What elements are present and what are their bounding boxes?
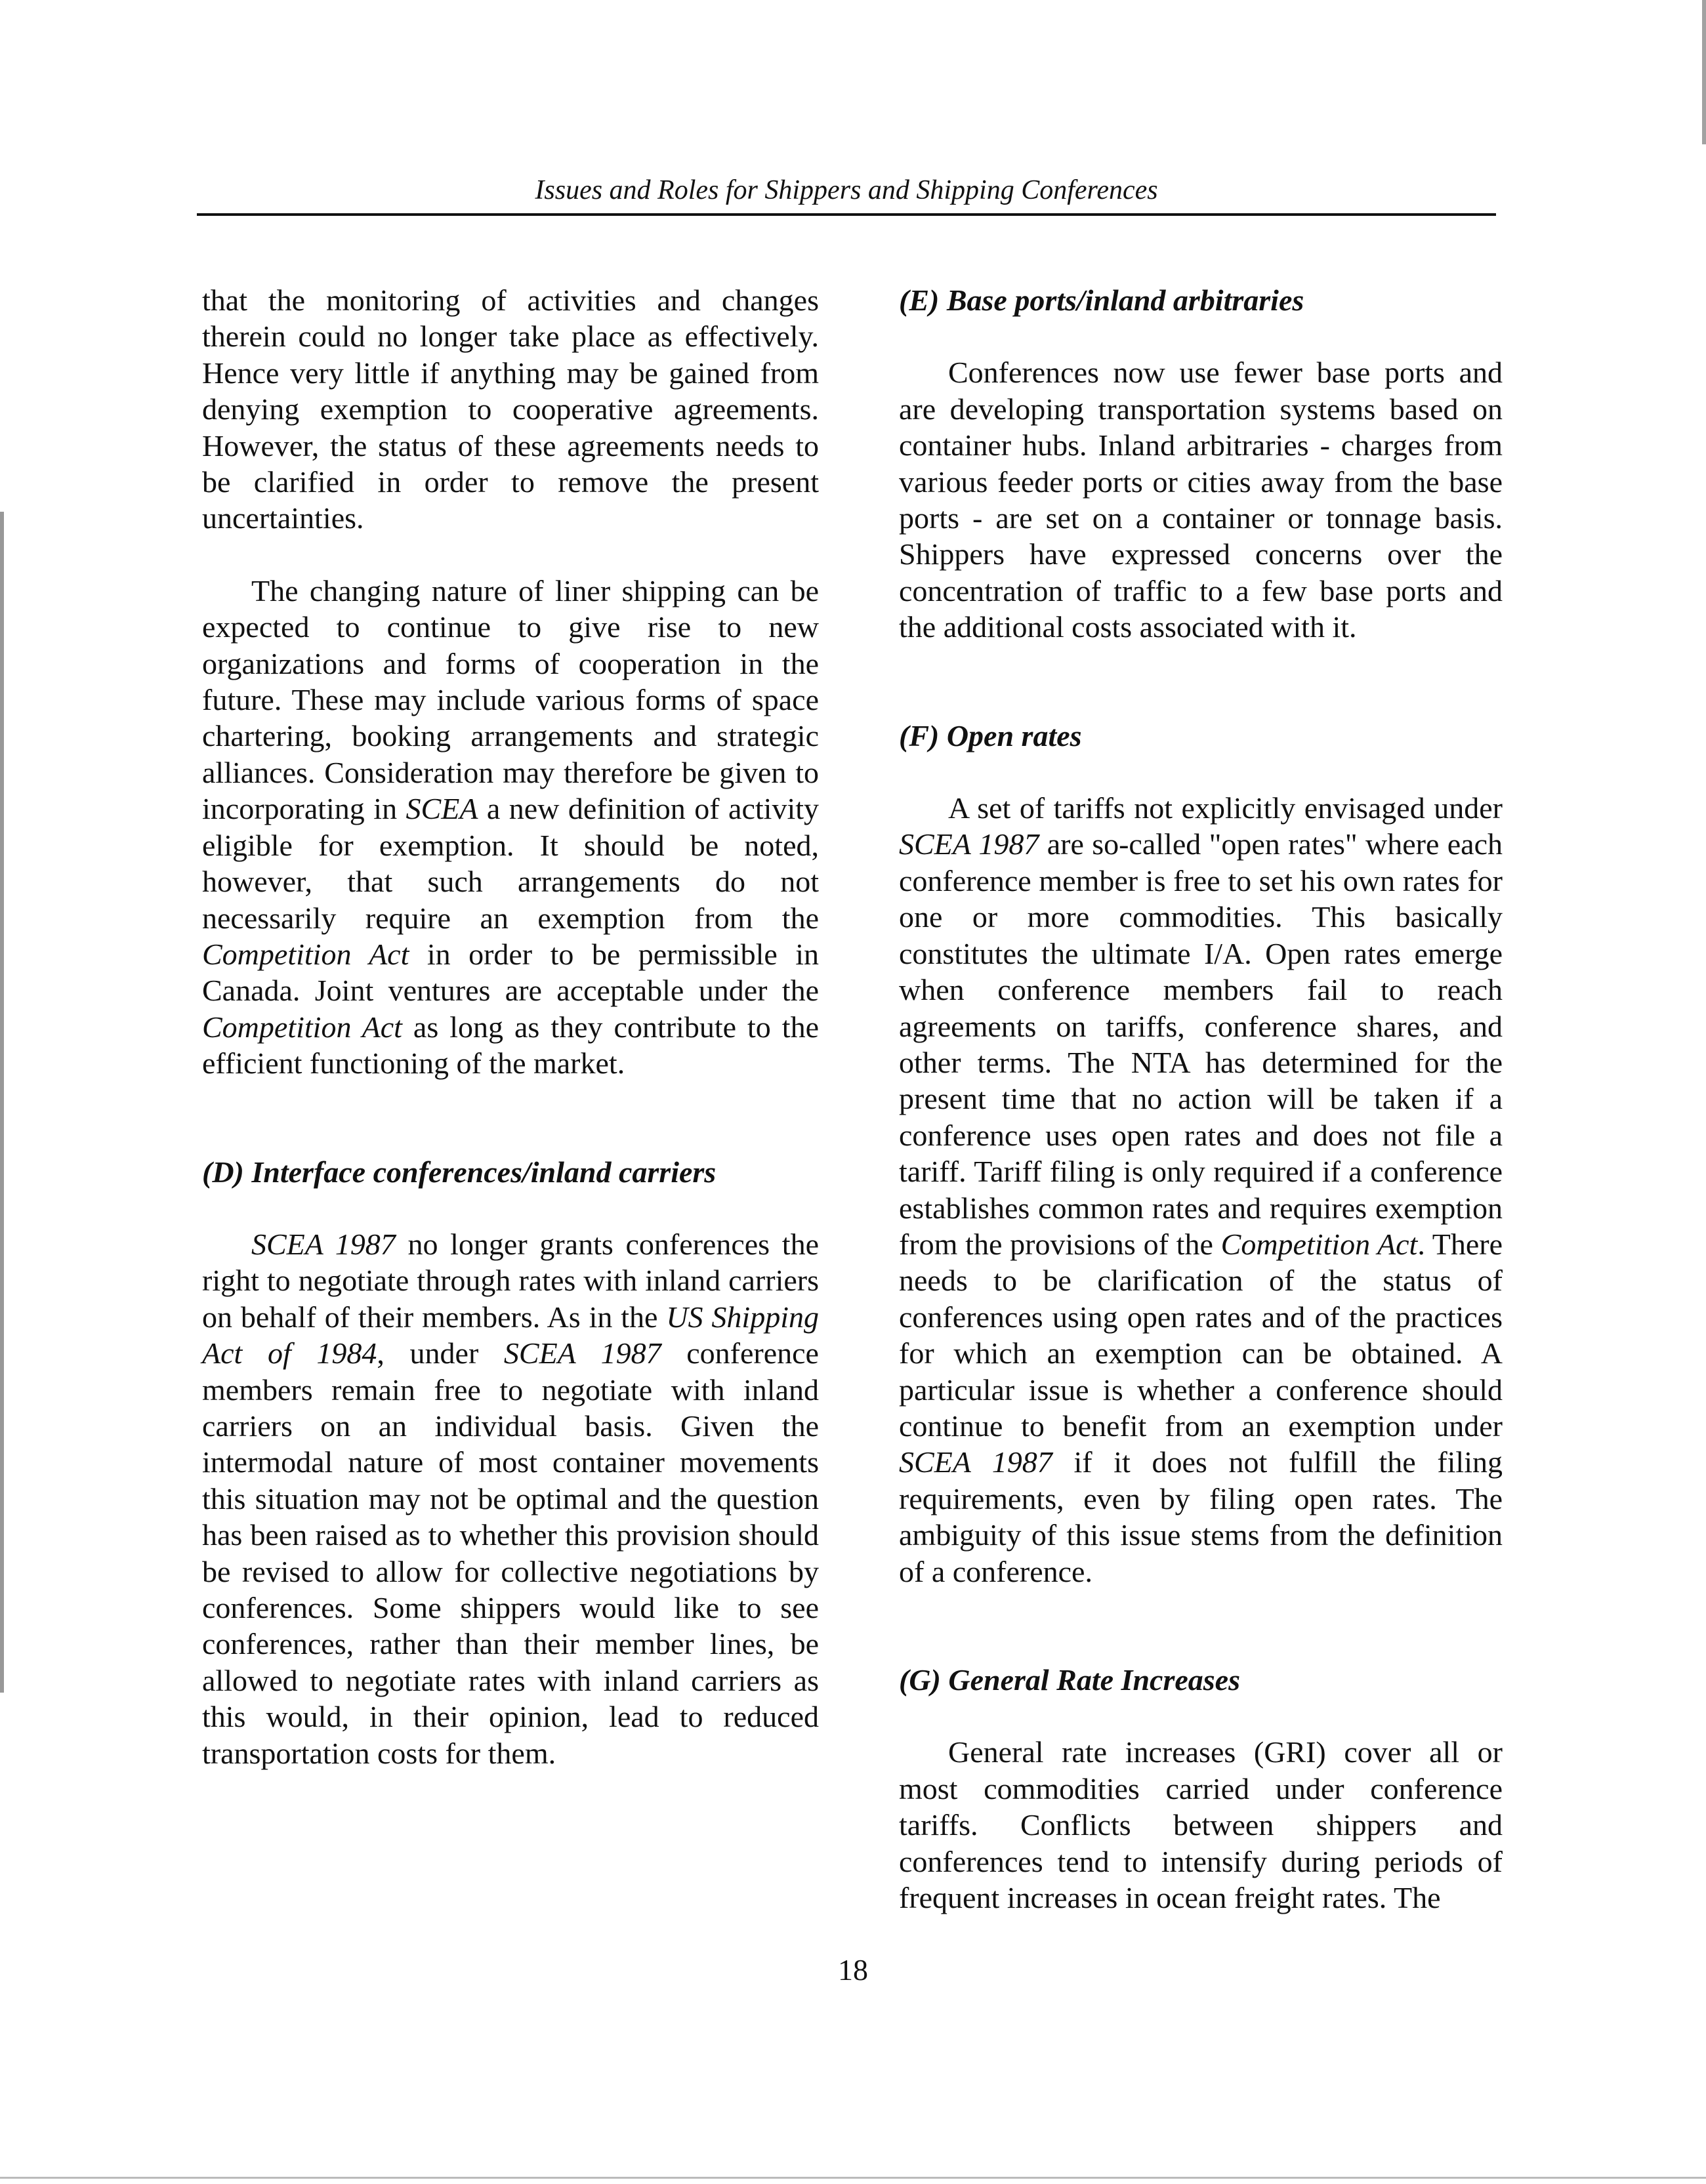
header-rule [197, 213, 1496, 216]
section-heading-e: (E) Base ports/inland arbitraries [899, 283, 1304, 317]
right-column [899, 282, 1503, 1916]
section-heading-g: (G) General Rate Increases [899, 1663, 1240, 1697]
scan-edge-bottom [0, 2177, 1706, 2179]
section-heading-d: (D) Interface conferences/inland carriers [202, 1155, 717, 1189]
page-number: 18 [838, 1953, 868, 1987]
scan-edge-right [1702, 0, 1706, 144]
paragraph-monitoring: that the monitoring of activities and changes therein could no longer take place as effectively. Hence very little if anything may be gained from denying exemption to cooperative agreements. However, the status of these agreements needs to be clarified in order to remove the present uncertainties. [202, 283, 819, 535]
paragraph-open-rates: A set of tariffs not explicitly envisaged under SCEA 1987 are so-called "open rates" where each conference member is free to set his own rates for one or more commodities. This basically constitutes the ultimate I/A. Open rates emerge when conference members fail to reach agreements on tariffs, conference shares, and other terms. The NTA has determined for the present time that no action will be taken if a conference uses open rates and does not file a tariff. Tariff filing is only required if a conference establishes common rates and requires exemption from the provisions of the Competition Act. There needs to be clarification of the status of conferences using open rates and of the practices for which an exemption can be obtained. A particular issue is whether a conference should continue to benefit from an exemption under SCEA 1987 if it does not fulfill the filing requirements, even by filing open rates. The ambiguity of this issue stems from the definition of a conference. [899, 791, 1503, 1588]
paragraph-changing-nature: The changing nature of liner shipping can be expected to continue to give rise to new organizations and forms of cooperation in the future. These may include various forms of space chartering, booking arrangements and strategic alliances. Consideration may therefore be given to incorporating in SCEA a new definition of activity eligible for exemption. It should be noted, however, that such arrangements do not necessarily require an exemption from the Competition Act in order to be permissible in Canada. Joint ventures are acceptable under the Competition Act as long as they contribute to the efficient functioning of the market. [202, 573, 820, 1081]
paragraph-general-rate-increases: General rate increases (GRI) cover all or most commodities carried under conference tariffs. Conflicts between shippers and conferences tend to intensify during periods of frequent increases in ocean freight rates. The [899, 1735, 1503, 1915]
section-heading-f: (F) Open rates [899, 718, 1082, 752]
left-column [202, 282, 819, 1771]
scan-edge-left [0, 512, 4, 1693]
paragraph-inland-carriers: SCEA 1987 no longer grants conferences the right to negotiate through rates with inland carriers on behalf of their members. As in the US Shipping Act of 1984, under SCEA 1987 conference members remain free to negotiate with inland carriers on an individual basis. Given the intermodal nature of most container movements this situation may not be optimal and the question has been raised as to whether this provision should be revised to allow for collective negotiations by conferences. Some shippers would like to see conferences, rather than their member lines, be allowed to negotiate rates with inland carriers as this would, in their opinion, lead to reduced transportation costs for them. [202, 1227, 819, 1770]
running-header: Issues and Roles for Shippers and Shipping Conferences [535, 175, 1158, 205]
paragraph-base-ports: Conferences now use fewer base ports and are developing transportation systems based on container hubs. Inland arbitraries - charges from various feeder ports or cities away from the base ports - are set on a container or tonnage basis. Shippers have expressed concerns over the concentration of traffic to a few base ports and the additional costs associated with it. [899, 356, 1503, 644]
